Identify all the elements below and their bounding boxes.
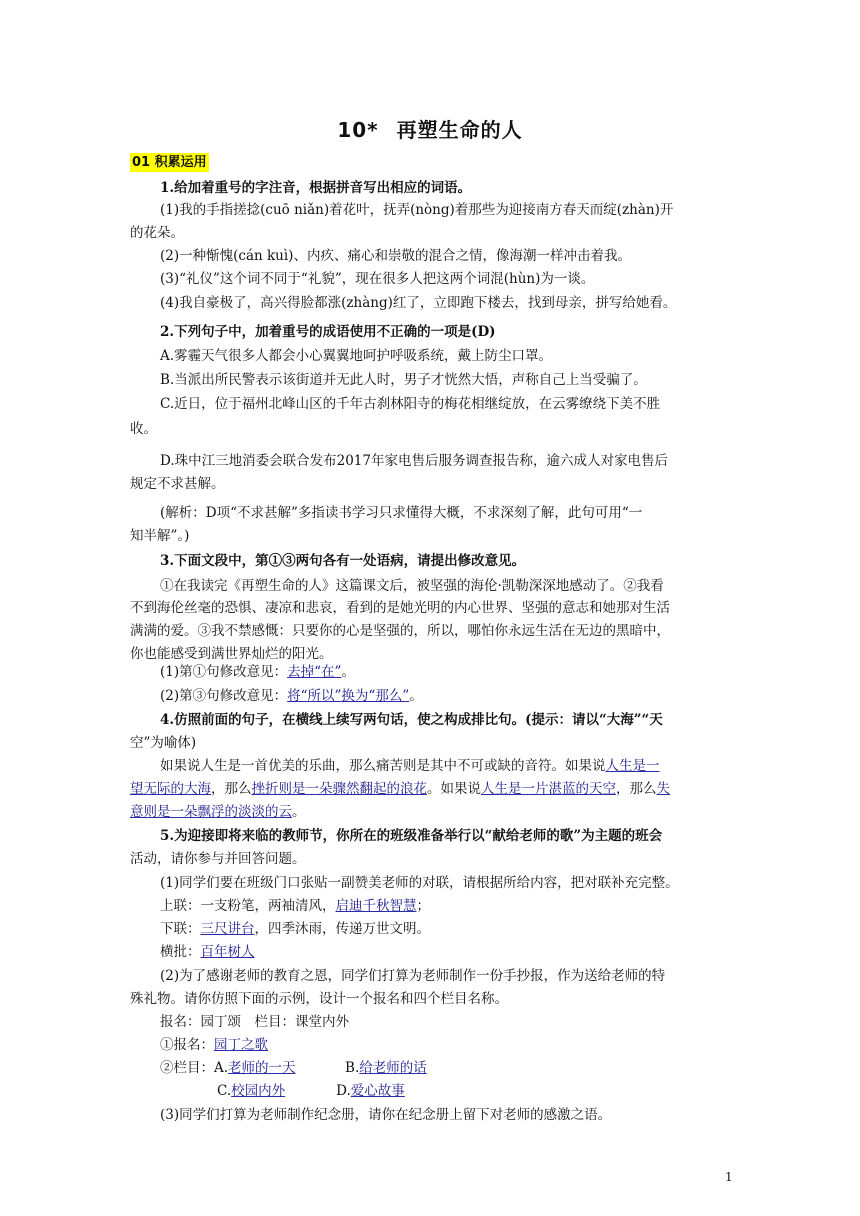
text-line: D.珠中江三地消委会联合发布2017年家电售后服务调查报告称，逾六成人对家电售后 — [160, 453, 668, 469]
section-badge: 01 积累运用 — [132, 155, 207, 170]
couplet-upper: 上联：一支粉笔，两袖清风，启迪千秋智慧； — [160, 898, 430, 914]
page-title — [0, 114, 860, 143]
text-line: ①在我读完《再塑生命的人》这篇课文后，被坚强的海伦·凯勒深深地感动了。②我看 — [160, 578, 664, 594]
answer-text: 去掉“在” — [287, 664, 342, 680]
answer-text: 老师的一天 — [228, 1060, 296, 1076]
q4-line: 望无际的大海，那么挫折则是一朵骤然翻起的浪花。如果说人生是一片湛蓝的天空，那么失 — [130, 781, 670, 797]
answer-text: 人生是一 — [605, 758, 660, 774]
lesson-title: 再塑生命的人 — [396, 118, 523, 142]
text-line: (1)我的手指搓捻(cuō niǎn)着花叶，抚弄(nòng)着那些为迎接南方春天而绽(zhàn)开 — [160, 202, 674, 218]
text-line: A.雾霾天气很多人都会小心翼翼地呵护呼吸系统，戴上防尘口罩。 — [160, 348, 553, 364]
q5-sub3: (3)同学们打算为老师制作纪念册，请你在纪念册上留下对老师的感激之语。 — [160, 1107, 612, 1123]
answer-text: 挫折则是一朵骤然翻起的浪花 — [251, 781, 427, 797]
text-line: 满满的爱。③我不禁感慨：只要你的心是坚强的，所以，哪怕你永远生活在无边的黑暗中， — [130, 623, 670, 639]
q5-prompt-cont: 活动，请你参与并回答问题。 — [130, 851, 306, 867]
text-line: 的花朵。 — [130, 225, 184, 241]
couplet-lower: 下联：三尺讲台，四季沐雨，传递万世文明。 — [160, 921, 430, 937]
text-line: (4)我自豪极了，高兴得脸都涨(zhàng)红了，立即跑下楼去，找到母亲，拼写给她看。 — [160, 295, 677, 311]
answer-text: 将“所以”换为“那么” — [287, 688, 410, 704]
text-line: (3)“礼仪”这个词不同于“礼貌”，现在很多人把这两个词混(hùn)为一谈。 — [160, 271, 595, 287]
q5-sub1: (1)同学们要在班级门口张贴一副赞美老师的对联，请根据所给内容，把对联补充完整。 — [160, 875, 679, 891]
question-prompt: 2.下列句子中，加着重号的成语使用不正确的一项是(D) — [160, 324, 496, 340]
q3-answer-2: (2)第③句修改意见：将“所以”换为“那么”。 — [160, 688, 423, 704]
answer-text: 爱心故事 — [350, 1083, 405, 1099]
answer-text: 意则是一朵飘浮的淡淡的云 — [130, 804, 292, 820]
q4-prompt-cont: 空”为喻体) — [130, 735, 197, 751]
answer-text: 给老师的话 — [359, 1060, 427, 1076]
answer-text: 三尺讲台 — [200, 921, 255, 937]
q5-sub2-cont: 殊礼物。请你仿照下面的示例，设计一个报名和四个栏目名称。 — [130, 991, 508, 1007]
answer-text: 人生是一片湛蓝的天空 — [481, 781, 616, 797]
text-line: B.当派出所民警表示该街道并无此人时，男子才恍然大悟，声称自己上当受骗了。 — [160, 372, 647, 388]
text-line: (解析：D项“不求甚解”多指读书学习只求懂得大概，不求深刻了解，此句可用“一 — [160, 505, 643, 521]
couplet-horizontal: 横批：百年树人 — [160, 944, 255, 960]
text-line: 不到海伦丝毫的恐惧、凄凉和悲哀，看到的是她光明的内心世界、坚强的意志和她那对生活 — [130, 600, 670, 616]
answer-text: 校园内外 — [231, 1083, 286, 1099]
question-prompt: 3.下面文段中，第①③两句各有一处语病，请提出修改意见。 — [160, 553, 526, 569]
newspaper-name: ①报名：园丁之歌 — [160, 1037, 268, 1053]
q4-prompt: 4.仿照前面的句子，在横线上续写两句话，使之构成排比句。(提示：请以“大海”“天 — [160, 712, 663, 728]
lesson-number: 10* — [337, 118, 379, 142]
answer-text: 园丁之歌 — [214, 1037, 268, 1053]
answer-text: 启迪千秋智慧 — [335, 898, 417, 914]
columns-row-1: ②栏目：A.老师的一天 B.给老师的话 — [160, 1060, 427, 1076]
text-line: 你也能感受到满世界灿烂的阳光。 — [130, 646, 333, 662]
text-line: 知半解”。) — [130, 528, 190, 544]
q4-line: 如果说人生是一首优美的乐曲，那么痛苦则是其中不可或缺的音符。如果说人生是一 — [160, 758, 660, 774]
q5-sub2: (2)为了感谢老师的教育之恩，同学们打算为老师制作一份手抄报，作为送给老师的特 — [160, 968, 666, 984]
q5-example: 报名：园丁颂 栏目：课堂内外 — [160, 1014, 349, 1030]
answer-text: 百年树人 — [200, 944, 255, 960]
text-line: 规定不求甚解。 — [130, 476, 225, 492]
question-prompt: 1.给加着重号的字注音，根据拼音写出相应的词语。 — [160, 180, 472, 196]
q4-line: 意则是一朵飘浮的淡淡的云。 — [130, 804, 306, 820]
q3-answer-1: (1)第①句修改意见：去掉“在”。 — [160, 664, 355, 680]
text-line: C.近日，位于福州北峰山区的千年古刹林阳寺的梅花相继绽放，在云雾缭绕下美不胜 — [160, 396, 661, 412]
q5-prompt: 5.为迎接即将来临的教师节，你所在的班级准备举行以“献给老师的歌”为主题的班会 — [160, 828, 663, 844]
page-number: 1 — [725, 1170, 733, 1184]
answer-text: 望无际的大海 — [130, 781, 211, 797]
columns-row-2: C.校园内外 D.爱心故事 — [217, 1083, 405, 1099]
answer-text: 失 — [656, 781, 670, 797]
text-line: (2)一种惭愧(cán kuì)、内疚、痛心和崇敬的混合之情，像海潮一样冲击着我。 — [160, 248, 631, 264]
text-line: 收。 — [130, 421, 157, 437]
